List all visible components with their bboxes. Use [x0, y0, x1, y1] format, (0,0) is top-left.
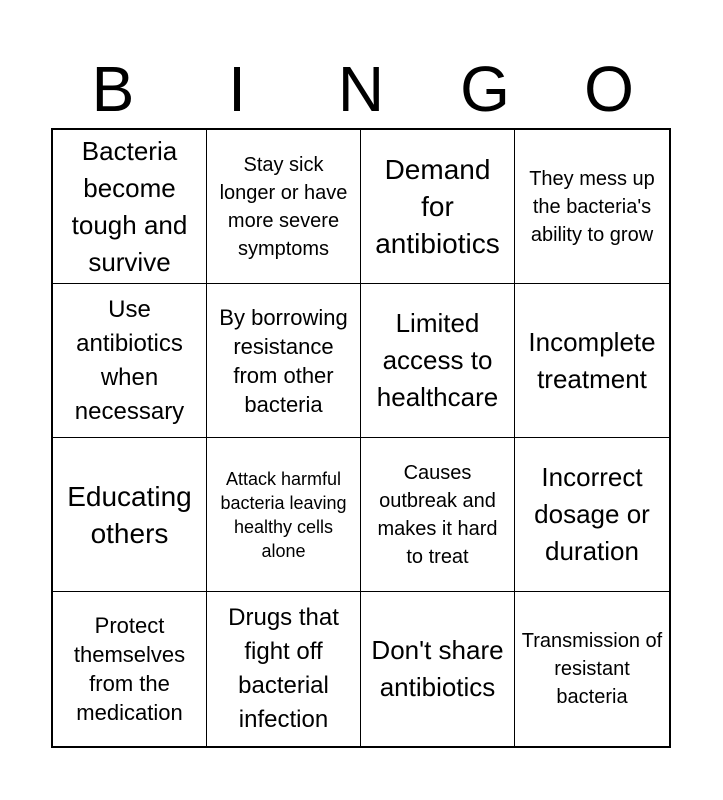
cell-text: Use antibiotics when necessary: [74, 295, 185, 425]
bingo-board: [51, 128, 671, 748]
bingo-cell[interactable]: [515, 284, 669, 438]
cell-text: Bacteria become tough and survive: [71, 135, 188, 277]
cell-text: Stay sick longer or have more severe symptoms: [219, 153, 348, 260]
bingo-cell[interactable]: [207, 130, 361, 284]
bingo-cell[interactable]: [53, 438, 207, 592]
bingo-cell[interactable]: [53, 130, 207, 284]
bingo-cell[interactable]: [207, 438, 361, 592]
header-letter-g: G: [460, 53, 510, 125]
cell-text: Don't share antibiotics: [371, 635, 504, 702]
cell-text: Incomplete treatment: [528, 326, 656, 394]
bingo-header: [51, 50, 671, 128]
header-letter-i: I: [228, 53, 246, 125]
cell-text: Drugs that fight off bacterial infection: [228, 604, 339, 733]
cell-text: Transmission of resistant bacteria: [521, 630, 663, 708]
bingo-cell[interactable]: [361, 284, 515, 438]
cell-text: Limited access to healthcare: [376, 308, 499, 412]
bingo-cell[interactable]: [53, 592, 207, 746]
cell-text: Educating others: [67, 480, 192, 549]
bingo-cell[interactable]: [53, 284, 207, 438]
cell-text: They mess up the bacteria's ability to grow: [529, 167, 655, 246]
bingo-cell[interactable]: [515, 438, 669, 592]
bingo-cell[interactable]: [207, 284, 361, 438]
cell-text: Causes outbreak and makes it hard to treat: [377, 461, 498, 568]
bingo-cell[interactable]: [515, 130, 669, 284]
bingo-cell[interactable]: [515, 592, 669, 746]
cell-text: Incorrect dosage or duration: [534, 462, 650, 566]
cell-text: By borrowing resistance from other bacteria: [219, 304, 348, 417]
cell-text: Demand for antibiotics: [375, 154, 500, 259]
header-letter-b: B: [91, 53, 135, 125]
bingo-cell[interactable]: [207, 592, 361, 746]
header-letter-n: N: [337, 53, 385, 125]
bingo-cell[interactable]: [361, 592, 515, 746]
cell-text: Protect themselves from the medication: [73, 613, 186, 725]
header-letter-o: O: [584, 53, 634, 125]
bingo-cell[interactable]: [361, 130, 515, 284]
cell-text: Attack harmful bacteria leaving healthy cells alone: [220, 468, 347, 561]
bingo-cell[interactable]: [361, 438, 515, 592]
